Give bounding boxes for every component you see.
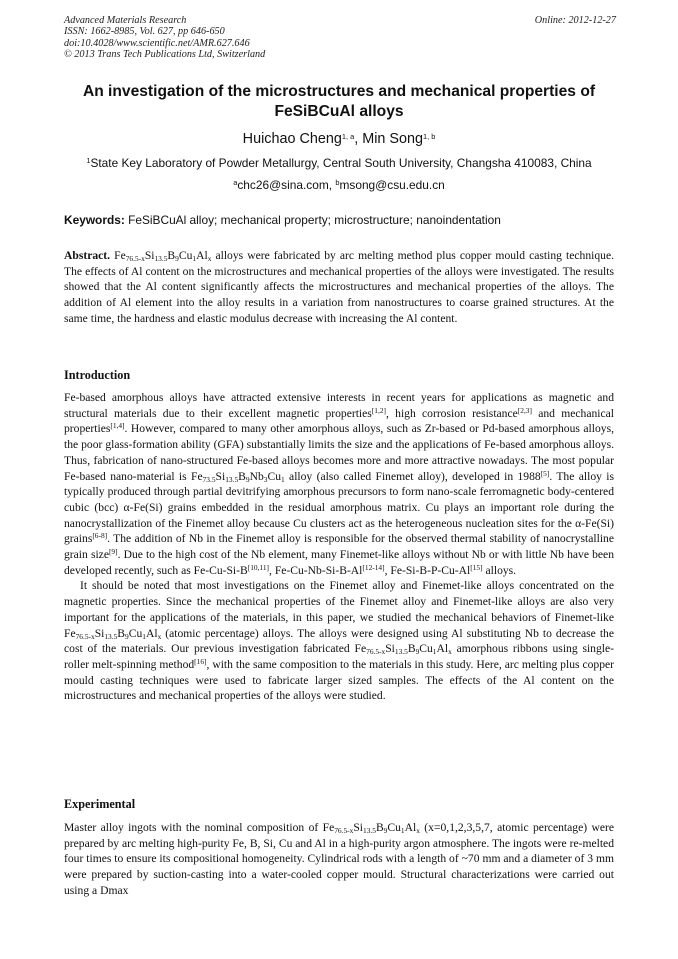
email-b[interactable]: msong@csu.edu.cn [339, 178, 445, 192]
author-separator: , [354, 131, 363, 147]
abstract-formula: $Fe_{76.5-x}Si_{13.5}B_9Cu_1Al_x$ [114, 249, 212, 263]
introduction-body [64, 390, 614, 704]
keywords [64, 212, 624, 228]
affiliation-text: State Key Laboratory of Powder Metallurgy, Central South University, Changsha 410083, China [90, 156, 592, 170]
copyright-line: © 2013 Trans Tech Publications Ltd, Switzerland [64, 49, 266, 61]
journal-header [64, 15, 616, 61]
introduction-paragraph-1: Fe-based amorphous alloys have attracted extensive interests in recent years for applications as magnetic and structural materials due to their excellent magnetic properties[1,2], high corrosion resistance[2,3] and mechanical properties[1,4]. However, compared to many other amorphous alloys, such as Zr-based or Pd-based amorphous alloys, the poor glass-formation ability (GFA) substantially limits the size and the applications of Fe-based amorphous alloys. Thus, fabrication of nano-structured Fe-based alloys becomes more and more attractive nowadays. The most popular Fe-based nano-material is $Fe_{73.5}Si_{13.5}B_9Nb_3Cu_1$ alloy (also called Finemet alloy), developed in 1988[5]. The alloy is typically produced through partial devitrifying amorphous precursors to form nano-scale ferromagnetic body-centered cubic (bcc) α-Fe(Si) grains embedded in the residual amorphous matrix. Cu plays an important role during the nanocrystallization of the Finemet alloy because Cu clusters act as the heterogeneous nucleation sites for the α-Fe(Si) grains[6-8]. The addition of Nb in the Finemet alloy is responsible for the observed thermal stability of nanocrystalline grain size[9]. Due to the high cost of the Nb element, many Finemet-like alloys without Nb or with little Nb have been developed recently, such as Fe-Cu-Si-B[10,11], Fe-Cu-Nb-Si-B-Al[12-14], Fe-Si-B-P-Cu-Al[15] alloys. [64, 391, 614, 577]
title-line-2: FeSiBCuAl alloys [274, 102, 404, 120]
affiliation [40, 155, 638, 171]
abstract-text: alloys were fabricated by arc melting method plus copper mould casting technique. The effects of Al content on the microstructures and mechanical properties of the alloys were investigated. The results showed that the Al content significantly affects the microstructures and mechanical properties of the alloys. The addition of Al element into the alloy results in a variation from nanostructures to coarse grained structures. At the same time, the hardness and elastic modulus decrease with increasing the Al content. [64, 249, 614, 325]
author-1: Huichao Cheng [242, 131, 342, 147]
experimental-heading: Experimental [64, 797, 136, 811]
keywords-text: FeSiBCuAl alloy; mechanical property; microstructure; nanoindentation [124, 213, 501, 227]
author-2: Min Song [362, 131, 423, 147]
paper-title [50, 82, 628, 121]
journal-name: Advanced Materials Research [64, 15, 187, 26]
title-line-1: An investigation of the microstructures and mechanical properties of [82, 83, 596, 100]
introduction-heading: Introduction [64, 368, 131, 382]
email-b-marker: b [335, 178, 340, 187]
keywords-label: Keywords: [64, 213, 125, 227]
online-date: Online: 2012-12-27 [534, 15, 616, 26]
email-a[interactable]: chc26@sina.com [237, 178, 329, 192]
author-emails [0, 177, 678, 193]
author-2-affil: 1, b [423, 132, 436, 141]
introduction-paragraph-2: It should be noted that most investigations on the Finemet alloy and Finemet-like alloys concentrated on the magnetic properties. Since the mechanical properties of the Finemet alloy and Finemet-like alloys are also very important for the applications of the materials, in this paper, we studied the mechanical behaviors of Finemet-like $Fe_{76.5-x}Si_{13.5}B_9Cu_1Al_x$ (atomic percentage) alloys. The alloys were designed using Al substituting Nb to decrease the cost of the materials. Our previous investigation fabricated $Fe_{76.5-x}Si_{13.5}B_9Cu_1Al_x$ amorphous ribbons using single-roller melt-spinning method[16], with the same composition to the materials in this study. Here, arc melting plus copper mould casting techniques were used to fabricate larger sized samples. The effects of the Al content on the microstructures and mechanical properties of the alloys were studied. [64, 579, 614, 703]
experimental-body [64, 820, 614, 899]
issn-line: ISSN: 1662-8985, Vol. 627, pp 646-650 [64, 26, 225, 38]
email-separator: , [328, 178, 336, 192]
abstract-label: Abstract. [64, 249, 111, 262]
abstract [64, 248, 614, 327]
author-1-affil: 1, a [341, 132, 355, 141]
email-a-marker: a [233, 178, 238, 187]
experimental-paragraph-1: Master alloy ingots with the nominal composition of $Fe_{76.5-x}Si_{13.5}B_9Cu_1Al_x$ (x=0,1,2,3,5,7, atomic percentage) were prepared by arc melting high-purity Fe, B, Si, Cu and Al in a high-purity argon atmosphere. The ingots were re-melted four times to ensure its compositional homogeneity. Cylindrical rods with a length of ~70 mm and a diameter of 3 mm were prepared by suction-casting into a water-cooled copper mould. Structural characterizations were carried out using a Dmax [64, 821, 614, 897]
doi-line: doi:10.4028/www.scientific.net/AMR.627.646 [64, 37, 250, 49]
author-list [0, 130, 678, 148]
affiliation-marker: 1 [86, 156, 91, 165]
